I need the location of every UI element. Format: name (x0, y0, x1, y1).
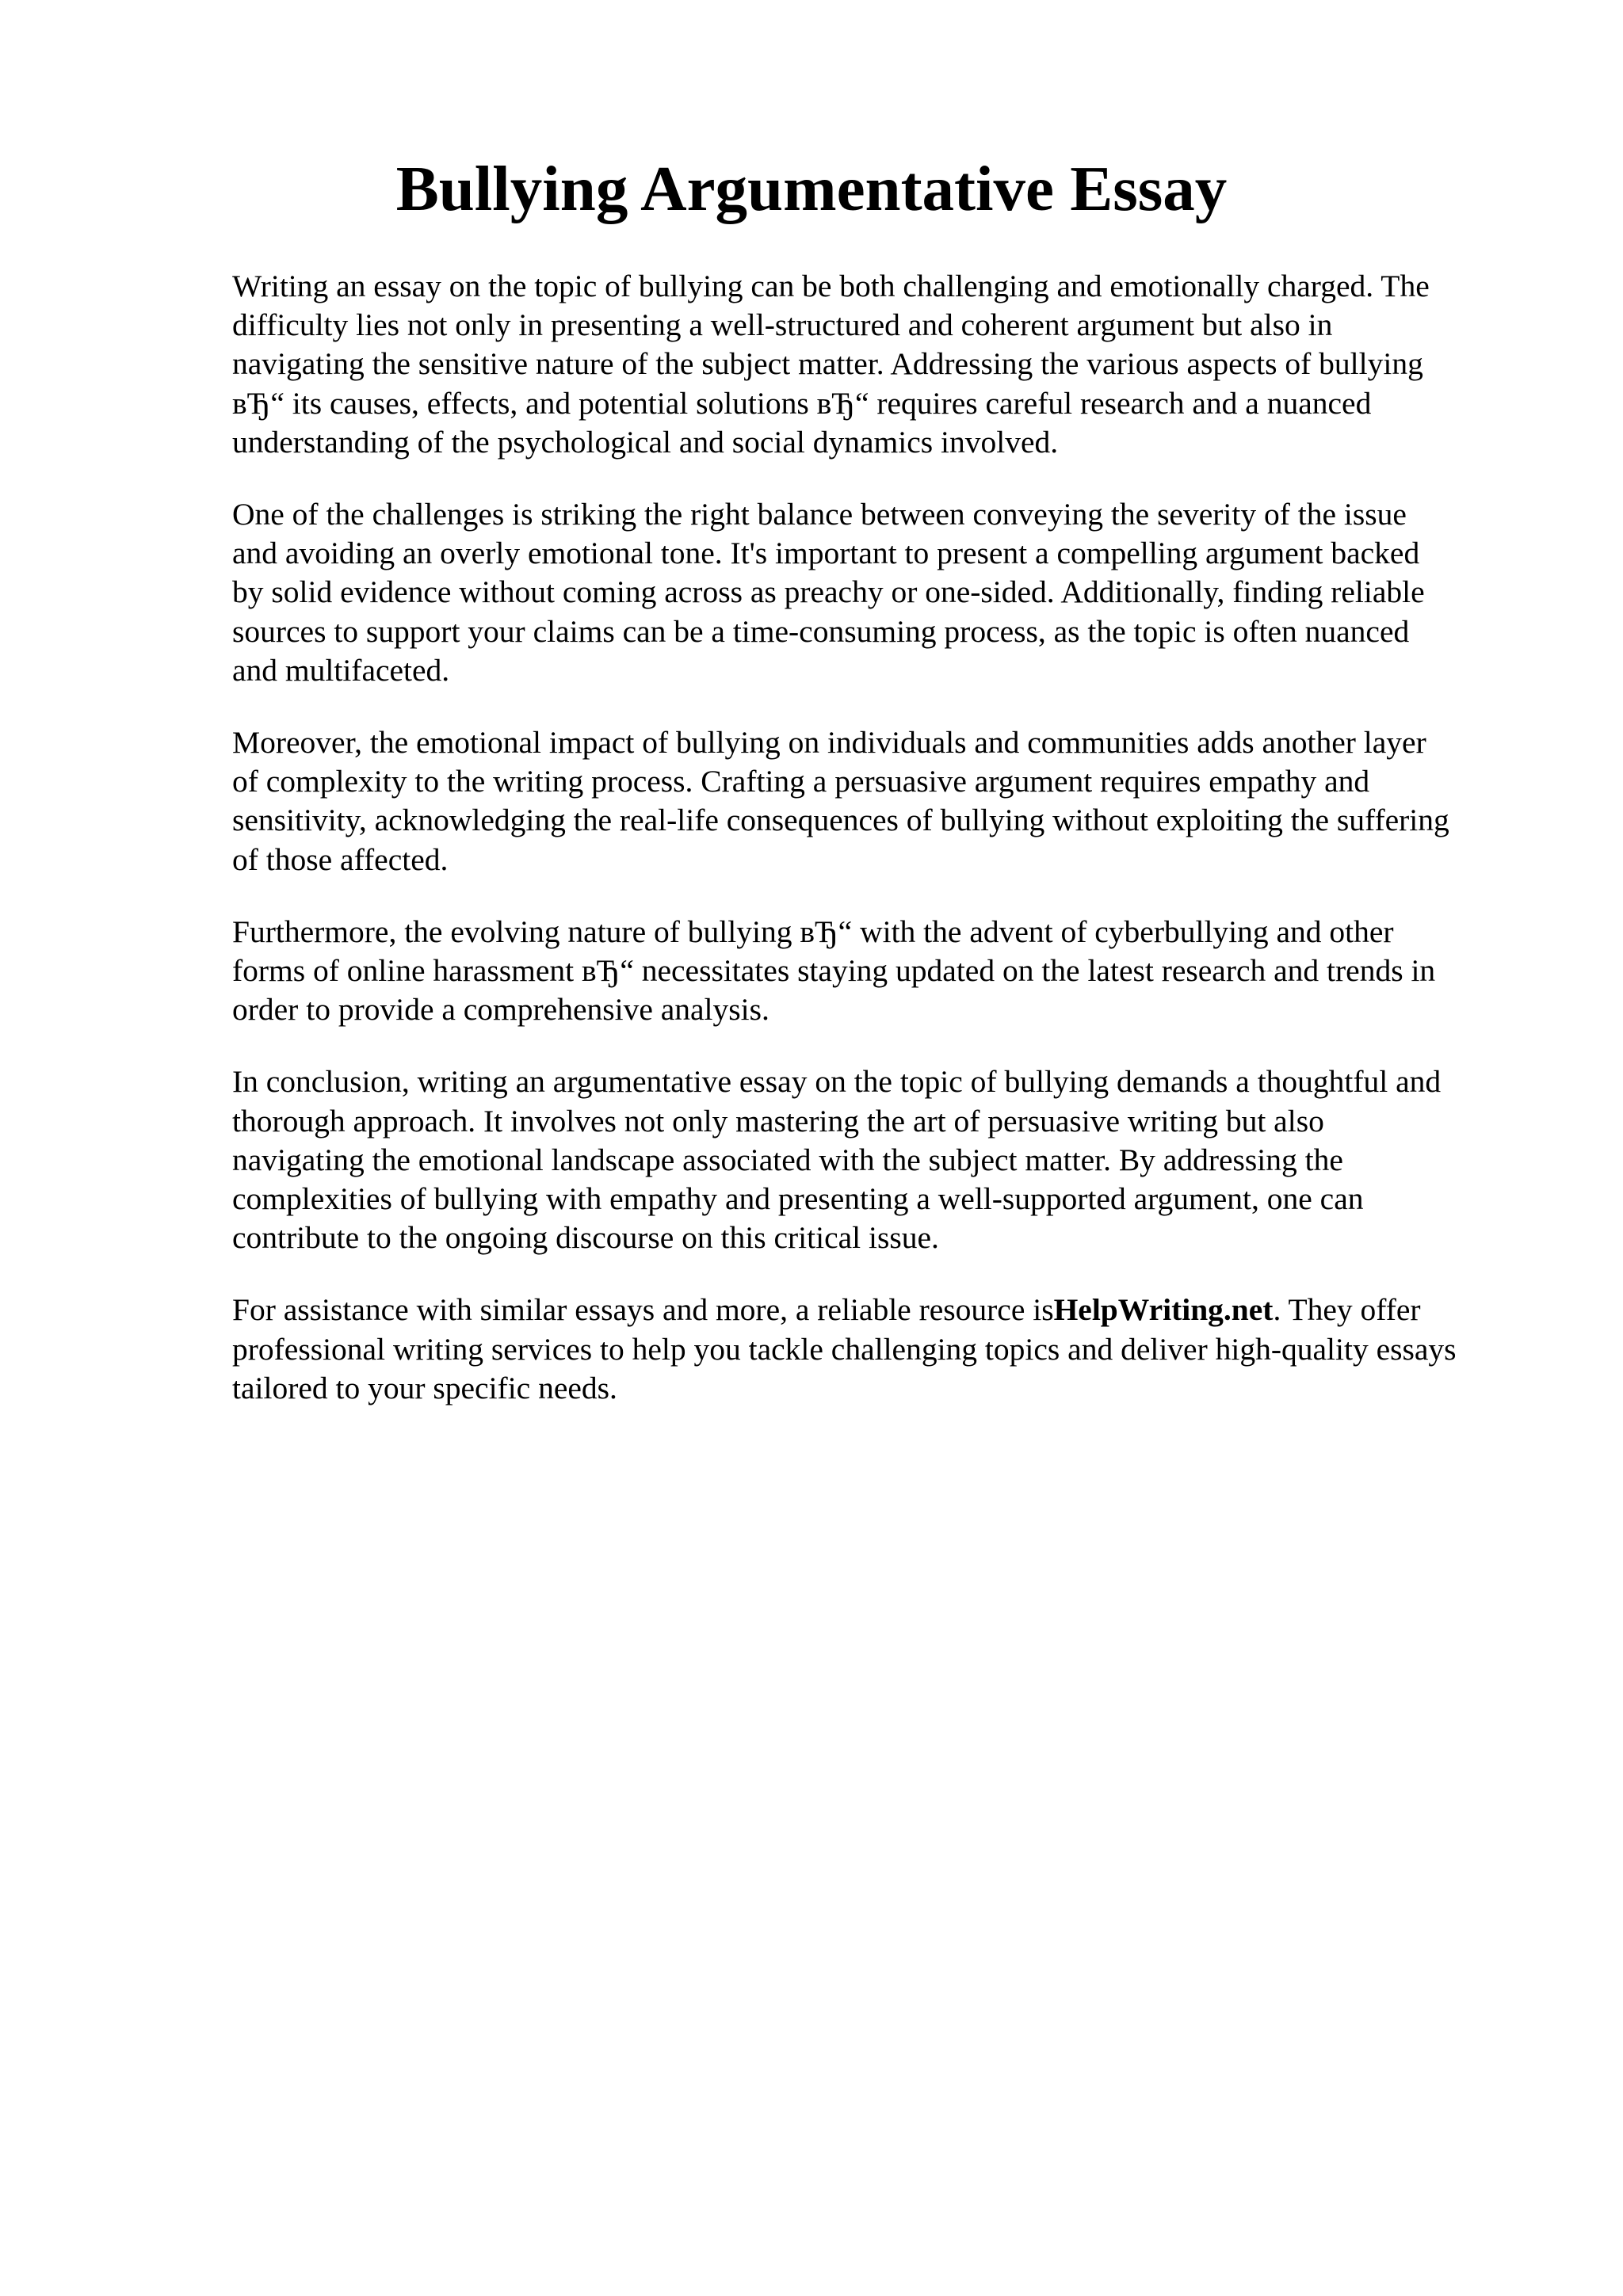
text-line: Moreover, the emotional impact of bullying on individuals and communities adds another layer (232, 725, 1426, 761)
essay-body (232, 267, 1532, 1441)
text-line: of complexity to the writing process. Crafting a persuasive argument requires empathy and (232, 764, 1370, 799)
text-line: sources to support your claims can be a time-consuming process, as the topic is often nuanced (232, 613, 1410, 649)
closing-text-before: For assistance with similar essays and more, a reliable resource is (232, 1292, 1054, 1328)
text-line: and multifaceted. (232, 652, 450, 688)
text-line: difficulty lies not only in presenting a well-structured and coherent argument but also in (232, 307, 1333, 343)
text-line: sensitivity, acknowledging the real-life consequences of bullying without exploiting the suffering (232, 803, 1449, 838)
text-line: Writing an essay on the topic of bullying can be both challenging and emotionally charged. The (232, 269, 1430, 303)
text-line: understanding of the psychological and social dynamics involved. (232, 424, 1059, 460)
paragraph-intro (232, 267, 1532, 462)
text-line: complexities of bullying with empathy and presenting a well-supported argument, one can (232, 1181, 1364, 1217)
text-line: Furthermore, the evolving nature of bullying вЂ“ with the advent of cyberbullying and other (232, 913, 1394, 949)
text-line: professional writing services to help you tackle challenging topics and deliver high-quality essays (232, 1331, 1457, 1367)
paragraph-evolving-nature (232, 913, 1532, 1030)
text-line: forms of online harassment вЂ“ necessitates staying updated on the latest research and trends in (232, 953, 1436, 989)
text-line (232, 1291, 1532, 1329)
text-line: One of the challenges is striking the right balance between conveying the severity of the issue (232, 497, 1407, 532)
brand-name: HelpWriting.net (1053, 1292, 1274, 1328)
text-line: of those affected. (232, 841, 449, 877)
text-line: вЂ“ its causes, effects, and potential solutions вЂ“ requires careful research and a nuanced (232, 385, 1372, 421)
text-line: tailored to your specific needs. (232, 1370, 617, 1405)
text-line: In conclusion, writing an argumentative essay on the topic of bullying demands a thoughtful and (232, 1064, 1442, 1100)
text-line: and avoiding an overly emotional tone. It's important to present a compelling argument backed (232, 536, 1420, 571)
text-line: navigating the sensitive nature of the subject matter. Addressing the various aspects of bullying (232, 346, 1423, 382)
text-line: by solid evidence without coming across as preachy or one-sided. Additionally, finding reliable (232, 574, 1425, 610)
text-line: navigating the emotional landscape associated with the subject matter. By addressing the (232, 1142, 1343, 1177)
closing-text-after: . They offer (1273, 1292, 1421, 1328)
document-title: Bullying Argumentative Essay (395, 153, 1228, 224)
paragraph-challenges (232, 495, 1532, 690)
text-line: contribute to the ongoing discourse on this critical issue. (232, 1220, 939, 1256)
paragraph-emotional-impact (232, 723, 1532, 879)
text-line: order to provide a comprehensive analysis. (232, 992, 769, 1028)
text-line: thorough approach. It involves not only mastering the art of persuasive writing but also (232, 1103, 1324, 1138)
paragraph-closing (232, 1291, 1532, 1408)
paragraph-conclusion (232, 1062, 1532, 1257)
